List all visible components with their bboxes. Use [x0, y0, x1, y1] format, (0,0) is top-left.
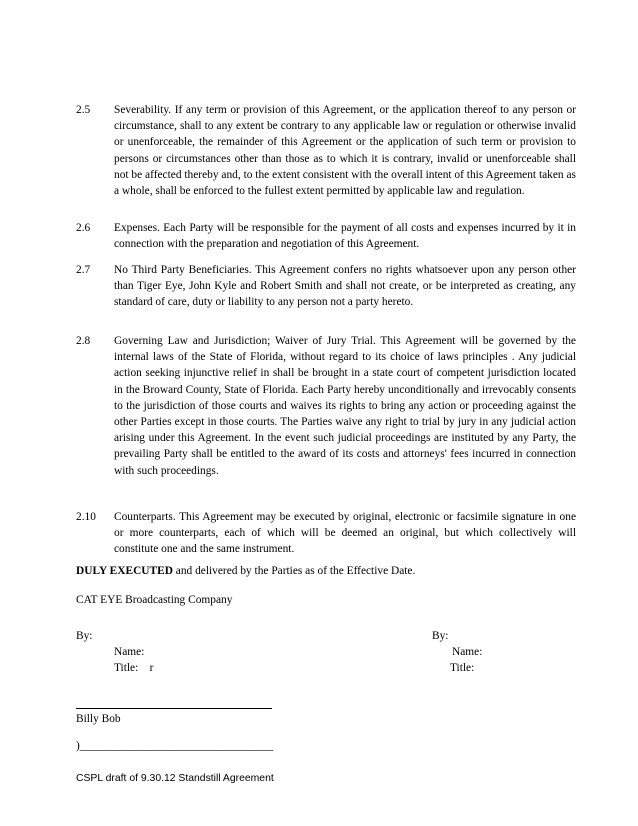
- signature-line: [76, 708, 272, 709]
- clause-2-8: [76, 333, 576, 479]
- name-label: Name:: [452, 646, 483, 658]
- clause-text: No Third Party Beneficiaries. This Agreement confers no rights whatsoever upon any person other than Tiger Eye, John Kyle and Robert Smith and shall not create, or be interpreted as creating, any standard of care, duty or liability to any person not a party hereto.: [114, 264, 576, 309]
- clause-number: 2.7: [76, 264, 91, 276]
- by-label: By:: [76, 630, 93, 642]
- company-name: CAT EYE Broadcasting Company: [76, 594, 233, 606]
- clause-2-5: [76, 102, 576, 199]
- clause-2-10: [76, 509, 576, 558]
- clause-number: 2.10: [76, 511, 96, 523]
- clause-number: 2.8: [76, 335, 91, 347]
- clause-number: 2.5: [76, 104, 91, 116]
- blank-fill-line: )__________________________________: [76, 740, 274, 752]
- signer-name: Billy Bob: [76, 713, 121, 725]
- clause-text: Severability. If any term or provision of this Agreement, or the application thereof to any person or circumstance, shall to any extent be contrary to any applicable law or regulation or otherwise invalid or unenforceable, the remainder of this Agreement or the application of such term or provision to persons or circumstances other than those as to which it is contrary, invalid or unenforceable shall not be affected thereby and, to the extent consistent with the overall intent of this Agreement taken as a whole, shall be enforced to the fullest extent permitted by applicable law and regulation.: [114, 104, 576, 198]
- clause-2-7: [76, 262, 576, 311]
- clause-2-6: [76, 220, 576, 252]
- duly-executed-bold: DULY EXECUTED: [76, 565, 173, 577]
- duly-executed-line: [76, 563, 415, 579]
- title-label: Title:: [450, 662, 475, 674]
- clause-text: Expenses. Each Party will be responsible for the payment of all costs and expenses incurred by it in connection with the preparation and negotiation of this Agreement.: [114, 222, 576, 251]
- signature-block-left: [76, 628, 153, 676]
- clause-text: Counterparts. This Agreement may be executed by original, electronic or facsimile signature in one or more counterparts, each of which will be deemed an original, but which collectively will constitute one and the same instrument.: [114, 511, 576, 556]
- name-label: Name:: [114, 646, 145, 658]
- clause-text: Governing Law and Jurisdiction; Waiver of Jury Trial. This Agreement will be governed by the internal laws of the State of Florida, without regard to its choice of laws principles . Any judicial action seeking injunctive relief in shall be brought in a state court of competent jurisdiction located in the Broward County, State of Florida. Each Party hereby unconditionally and irrevocably consents to the jurisdiction of those courts and waives its rights to bring any action or proceeding against the other Parties except in those courts. The Parties waive any right to trial by jury in any judicial action arising under this Agreement. In the event such judicial proceedings are instituted by any Party, the prevailing Party shall be entitled to the award of its costs and attorneys' fees incurred in connection with such proceedings.: [114, 335, 576, 477]
- clause-number: 2.6: [76, 222, 91, 234]
- title-label: Title: r: [114, 662, 154, 674]
- footer-text: CSPL draft of 9.30.12 Standstill Agreement: [76, 773, 274, 784]
- duly-executed-rest: and delivered by the Parties as of the Effective Date.: [172, 565, 416, 577]
- by-label: By:: [432, 630, 449, 642]
- signature-block-right: [432, 628, 482, 676]
